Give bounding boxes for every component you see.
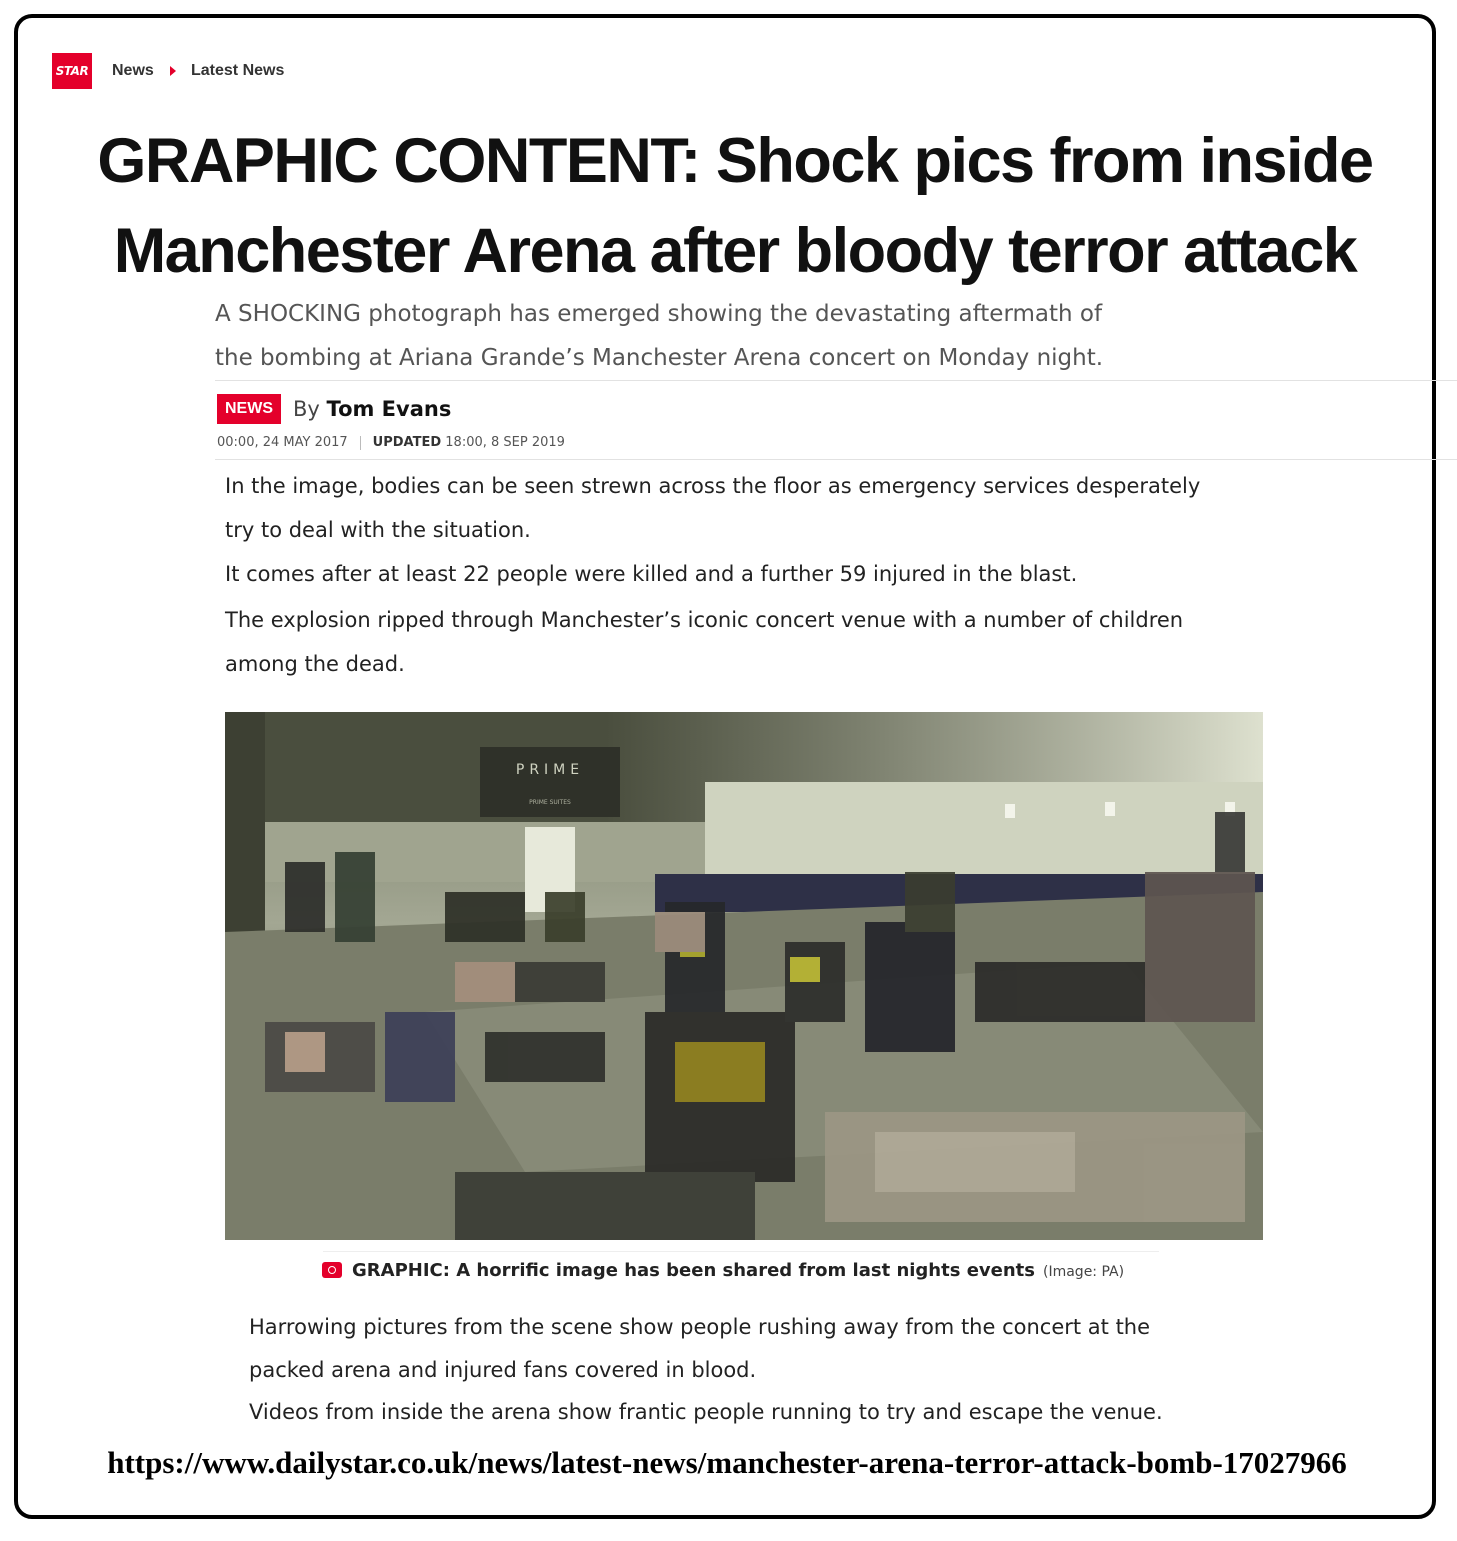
author-link[interactable]: Tom Evans: [326, 397, 452, 421]
image-credit: (Image: PA): [1043, 1264, 1125, 1280]
article-dates: [217, 434, 565, 452]
article-paragraph: Harrowing pictures from the scene show people rushing away from the concert at the: [249, 1315, 1151, 1339]
updated-label: UPDATED: [372, 435, 442, 450]
source-url: https://www.dailystar.co.uk/news/latest-news/manchester-arena-terror-attack-bomb-17027966: [107, 1445, 1347, 1480]
divider: [215, 459, 1457, 460]
updated-date: 18:00, 8 SEP 2019: [445, 435, 565, 450]
article-paragraph: It comes after at least 22 people were killed and a further 59 injured in the blast.: [225, 562, 1078, 586]
headline-line-2: Manchester Arena after bloody terror attack: [113, 216, 1357, 286]
camera-icon[interactable]: [322, 1262, 342, 1278]
date-separator: [360, 436, 361, 450]
caption-divider: [323, 1251, 1159, 1252]
caption-text: GRAPHIC: A horrific image has been shared from last nights events: [352, 1260, 1035, 1281]
standfirst-line-2: the bombing at Ariana Grande’s Manchester Arena concert on Monday night.: [215, 345, 1104, 371]
article-paragraph: among the dead.: [225, 652, 405, 676]
arena-sign-subtitle: PRIME SUITES: [529, 799, 571, 806]
arena-sign-title: PRIME: [515, 762, 585, 778]
standfirst-line-1: A SHOCKING photograph has emerged showing the devastating aftermath of: [215, 301, 1103, 327]
daily-star-logo[interactable]: STAR: [52, 53, 92, 89]
article-paragraph: try to deal with the situation.: [225, 518, 531, 542]
image-caption: [322, 1260, 1124, 1281]
breadcrumb-chevron-right-icon: [170, 66, 176, 76]
breadcrumb-latest-news-link[interactable]: Latest News: [191, 62, 285, 79]
divider: [215, 380, 1457, 381]
article-standfirst: [215, 292, 1245, 380]
arena-scene-illustration: [225, 712, 1263, 1240]
byline: [293, 394, 451, 424]
headline-line-1: GRAPHIC CONTENT: Shock pics from inside: [97, 126, 1373, 196]
article-paragraph: packed arena and injured fans covered in blood.: [249, 1358, 757, 1382]
category-badge[interactable]: NEWS: [217, 394, 281, 424]
article-paragraph: The explosion ripped through Manchester’s iconic concert venue with a number of children: [225, 608, 1184, 632]
article-paragraph: Videos from inside the arena show frantic people running to try and escape the venue.: [249, 1400, 1163, 1424]
article-paragraph: In the image, bodies can be seen strewn across the floor as emergency services desperately: [225, 474, 1201, 498]
article-photo[interactable]: [225, 712, 1263, 1240]
published-date: 00:00, 24 MAY 2017: [217, 435, 348, 450]
breadcrumb-news-link[interactable]: News: [112, 62, 154, 79]
article-headline: [40, 116, 1430, 296]
byline-prefix: By: [293, 397, 320, 421]
